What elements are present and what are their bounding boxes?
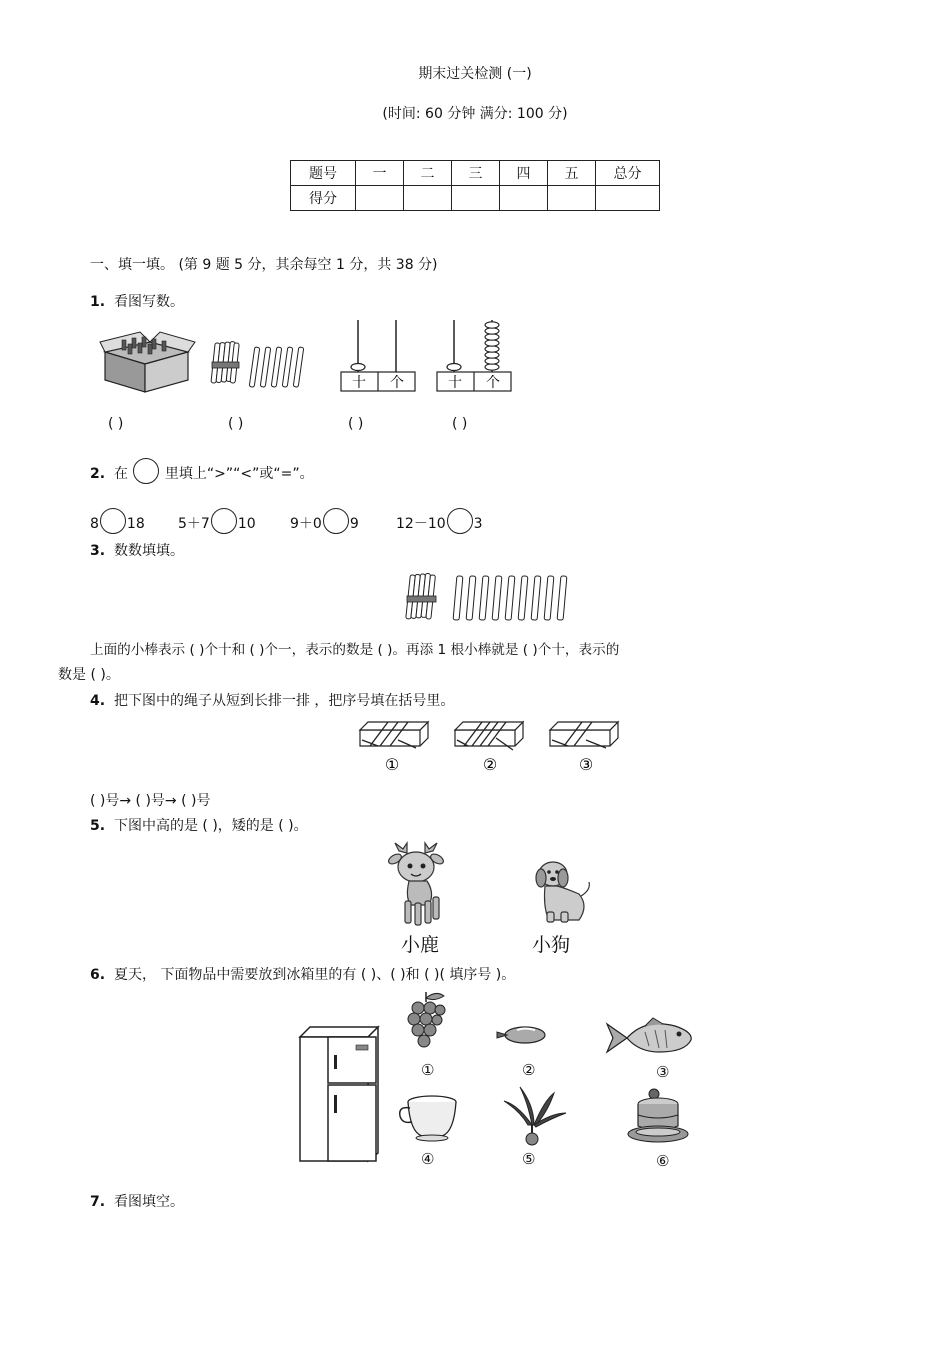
question-2	[90, 458, 314, 484]
question-text: 数是 ( )。	[58, 667, 120, 683]
compare-circle-input[interactable]	[100, 508, 126, 534]
score-table	[290, 160, 660, 211]
question-5	[90, 815, 308, 835]
compare-left: 8	[90, 516, 99, 532]
deer-image	[385, 843, 455, 928]
compare-circle-input[interactable]	[447, 508, 473, 534]
question-text: 把下图中的绳子从短到长排一排 ，把序号填在括号里。	[113, 693, 455, 709]
question-text: 看图写数。	[113, 294, 184, 310]
score-cell[interactable]	[356, 186, 404, 211]
answer-blank[interactable]: ( )	[348, 416, 364, 432]
compare-left: 5＋7	[178, 516, 210, 532]
question-number: 4.	[90, 693, 106, 709]
rope-label-3: ③	[578, 755, 594, 774]
abacus-ones-label: 个	[390, 375, 404, 391]
answer-blank[interactable]: ( )	[108, 416, 124, 432]
question-4	[90, 690, 454, 710]
score-cell[interactable]	[500, 186, 548, 211]
abacus-image	[340, 320, 416, 392]
fish-image	[605, 1018, 695, 1058]
question-text: 里填上“>”“<”或“=”。	[164, 466, 314, 482]
compare-item	[396, 508, 483, 534]
table-row	[291, 161, 660, 186]
question-text: 上面的小棒表示 ( )个十和 ( )个一，表示的数是 ( )。再添 1 根小棒就是 ( )个十，表示的	[90, 642, 620, 658]
bottle-box-image	[100, 330, 195, 395]
section-title: 一、填一填。 (第 9 题 5 分，其余每空 1 分，共 38 分)	[90, 257, 438, 273]
page-title: 期末过关检测 (一)	[418, 66, 532, 82]
cake-image	[626, 1088, 690, 1146]
question-text: 夏天， 下面物品中需要放到冰箱里的有 ( )、( )和 ( )( 填序号 )。	[113, 967, 516, 983]
shuttlecock-image	[498, 1085, 568, 1147]
question-number: 5.	[90, 818, 106, 834]
question-number: 2.	[90, 466, 106, 482]
abacus-ones-label: 个	[486, 375, 500, 391]
circle-icon	[133, 458, 159, 484]
question-1	[90, 291, 184, 311]
table-header-cell: 总分	[596, 161, 660, 186]
rope-bars-image	[358, 718, 628, 776]
compare-right: 18	[126, 516, 145, 532]
rope-label-1: ①	[384, 755, 400, 774]
score-cell[interactable]	[596, 186, 660, 211]
puppy-image	[535, 860, 595, 925]
table-header-cell: 题号	[291, 161, 356, 186]
question-3	[90, 540, 184, 560]
cup-image	[398, 1094, 460, 1142]
item-label-3: ③	[656, 1063, 670, 1081]
table-header-cell: 一	[356, 161, 404, 186]
rope-label-2: ②	[482, 755, 498, 774]
stick-bundle-image	[210, 340, 240, 388]
table-header-cell: 三	[452, 161, 500, 186]
item-label-5: ⑤	[522, 1150, 536, 1168]
ice-pop-image	[495, 1022, 547, 1048]
compare-item	[90, 508, 145, 534]
abacus-tens-label: 十	[448, 375, 462, 391]
score-cell[interactable]	[404, 186, 452, 211]
compare-left: 12－10	[396, 516, 446, 532]
item-label-1: ①	[421, 1061, 435, 1079]
item-label-6: ⑥	[656, 1152, 670, 1170]
table-row	[291, 186, 660, 211]
abacus-image	[436, 320, 512, 392]
answer-blank-row[interactable]: ( )号→ ( )号→ ( )号	[90, 793, 211, 809]
puppy-label: 小狗	[532, 934, 571, 956]
nine-sticks-image	[452, 574, 570, 624]
question-text: 下图中高的是 ( )，矮的是 ( )。	[113, 818, 308, 834]
deer-label: 小鹿	[401, 934, 440, 956]
compare-left: 9＋0	[290, 516, 322, 532]
score-cell[interactable]	[452, 186, 500, 211]
item-label-4: ④	[421, 1150, 435, 1168]
compare-item	[178, 508, 256, 534]
compare-right: 3	[473, 516, 483, 532]
grapes-image	[404, 990, 448, 1050]
question-text: 数数填填。	[113, 543, 184, 559]
question-number: 1.	[90, 294, 106, 310]
compare-right: 10	[237, 516, 256, 532]
question-7	[90, 1191, 184, 1211]
abacus-tens-label: 十	[352, 375, 366, 391]
five-sticks-image	[250, 345, 310, 390]
compare-item	[290, 508, 359, 534]
question-number: 6.	[90, 967, 106, 983]
answer-blank[interactable]: ( )	[452, 416, 468, 432]
compare-circle-input[interactable]	[211, 508, 237, 534]
compare-right: 9	[349, 516, 359, 532]
stick-bundle-image	[405, 572, 437, 624]
question-number: 7.	[90, 1194, 106, 1210]
question-number: 3.	[90, 543, 106, 559]
question-6	[90, 964, 515, 984]
table-header-cell: 四	[500, 161, 548, 186]
question-text: 看图填空。	[113, 1194, 184, 1210]
table-header-cell: 五	[548, 161, 596, 186]
question-text: 在	[113, 466, 128, 482]
score-cell[interactable]	[548, 186, 596, 211]
table-row-label: 得分	[291, 186, 356, 211]
compare-circle-input[interactable]	[323, 508, 349, 534]
item-label-2: ②	[522, 1061, 536, 1079]
table-header-cell: 二	[404, 161, 452, 186]
page-subtitle: (时间: 60 分钟 满分: 100 分)	[382, 106, 568, 122]
answer-blank[interactable]: ( )	[228, 416, 244, 432]
refrigerator-image	[298, 1025, 380, 1163]
